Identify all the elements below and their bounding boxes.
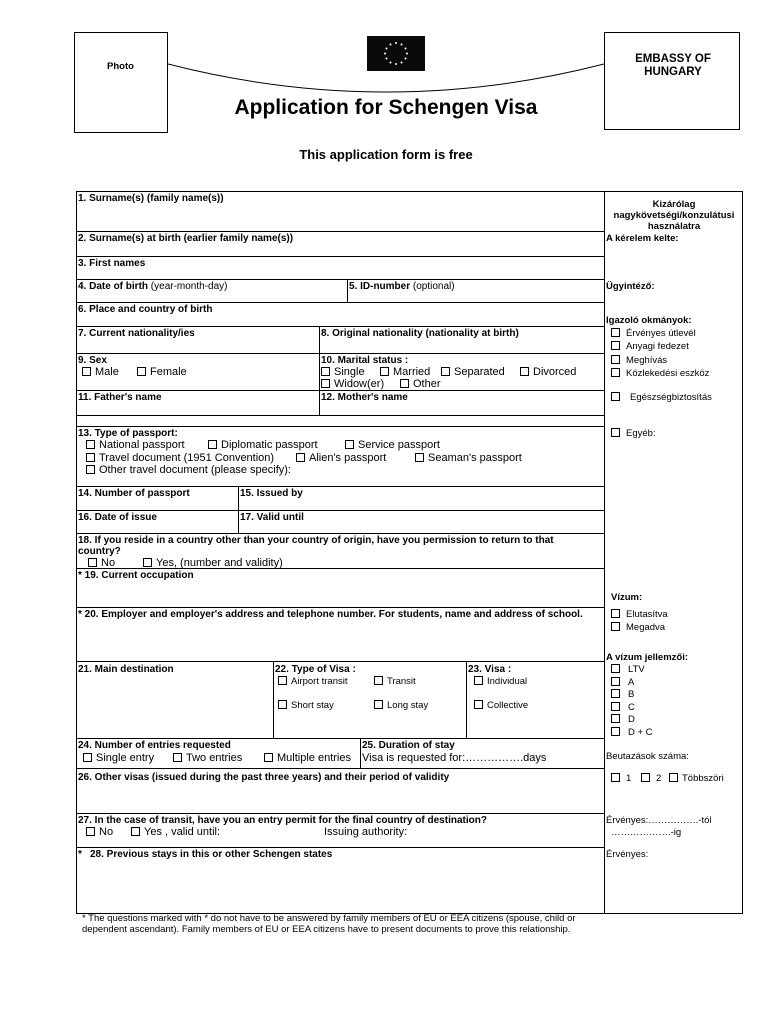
sidebar-feature-b[interactable]: B <box>611 689 634 700</box>
duration-text: Visa is requested for:…………….days <box>362 752 547 764</box>
field-8-label: 8. Original nationality (nationality at birth) <box>321 328 519 339</box>
field-22-label: 22. Type of Visa : <box>275 664 356 675</box>
entry-permit-no-option[interactable]: No <box>86 826 113 838</box>
sidebar-clerk-label: Ügyintéző: <box>606 281 655 292</box>
field-6-label: 6. Place and country of birth <box>78 304 213 315</box>
field-18-label-line2: country? <box>78 546 121 557</box>
checkbox[interactable] <box>264 753 273 762</box>
checkbox[interactable] <box>611 773 620 782</box>
row-divider <box>76 415 605 416</box>
sidebar-feature-ltv[interactable]: LTV <box>611 664 645 675</box>
passport-national-option[interactable]: National passport <box>86 439 185 451</box>
column-divider <box>238 486 239 533</box>
checkbox[interactable] <box>611 328 620 337</box>
sidebar-entries-label: Beutazások száma: <box>606 751 689 762</box>
checkbox[interactable] <box>380 367 389 376</box>
column-divider <box>347 279 348 302</box>
row-divider <box>76 847 605 848</box>
field-5-title: 5. ID-number <box>349 281 411 292</box>
field-24-label: 24. Number of entries requested <box>78 740 231 751</box>
row-divider <box>76 256 605 257</box>
marital-separated-option[interactable]: Separated <box>441 366 505 378</box>
permission-no-option[interactable]: No <box>88 557 115 569</box>
sidebar-feature-a[interactable]: A <box>611 677 634 688</box>
sidebar-divider <box>604 191 605 914</box>
checkbox[interactable] <box>641 773 650 782</box>
sidebar-feature-dc[interactable]: D + C <box>611 727 653 738</box>
sidebar-doc-transport[interactable]: Közlekedési eszköz <box>611 368 709 379</box>
visa-individual-option[interactable]: Individual <box>474 676 527 688</box>
checkbox[interactable] <box>400 379 409 388</box>
field-5-label <box>349 281 455 292</box>
sidebar-doc-insurance[interactable]: Egészségbiztosítás <box>611 392 712 403</box>
row-divider <box>76 813 605 814</box>
field-17-label: 17. Valid until <box>240 512 304 523</box>
passport-diplomatic-option[interactable]: Diplomatic passport <box>208 439 318 451</box>
field-27-label: 27. In the case of transit, have you an entry permit for the final country of destination? <box>78 815 487 826</box>
field-4-note: (year-month-day) <box>150 281 228 292</box>
passport-seaman-option[interactable]: Seaman's passport <box>415 452 522 464</box>
field-21-label: 21. Main destination <box>78 664 174 675</box>
checkbox[interactable] <box>669 773 678 782</box>
checkbox[interactable] <box>278 700 287 709</box>
field-9-label: 9. Sex <box>78 355 107 366</box>
row-divider <box>76 607 605 608</box>
visa-long-stay-option[interactable]: Long stay <box>374 700 428 712</box>
checkbox[interactable] <box>173 753 182 762</box>
checkbox[interactable] <box>611 341 620 350</box>
field-4-title: 4. Date of birth <box>78 281 149 292</box>
checkbox[interactable] <box>441 367 450 376</box>
checkbox[interactable] <box>321 379 330 388</box>
checkbox[interactable] <box>83 753 92 762</box>
photo-box <box>74 32 168 133</box>
sidebar-feature-d[interactable]: D <box>611 714 635 725</box>
page-title: Application for Schengen Visa <box>234 96 538 119</box>
field-28-label: 28. Previous stays in this or other Schengen states <box>90 849 333 860</box>
sidebar-entries-1[interactable]: 1 <box>611 773 631 784</box>
field-3-label: 3. First names <box>78 258 146 269</box>
checkbox[interactable] <box>611 664 620 673</box>
sidebar-doc-funds[interactable]: Anyagi fedezet <box>611 341 689 352</box>
sidebar-visa-refused[interactable]: Elutasítva <box>611 609 668 620</box>
sidebar-entries-2[interactable]: 2 <box>641 773 661 784</box>
checkbox[interactable] <box>611 392 620 401</box>
sidebar-valid-to: ……………….-ig <box>611 827 682 838</box>
checkbox[interactable] <box>611 727 620 736</box>
row-divider <box>76 738 605 739</box>
checkbox[interactable] <box>345 440 354 449</box>
field-15-label: 15. Issued by <box>240 488 303 499</box>
footnote-line-1: * The questions marked with * do not have to be answered by family members of EU or EEA citizens (spouse, child or <box>82 913 576 924</box>
checkbox[interactable] <box>611 689 620 698</box>
field-18-label-line1: 18. If you reside in a country other than your country of origin, have you permission to return to that <box>78 535 554 546</box>
row-divider <box>76 768 605 769</box>
entries-multiple-option[interactable]: Multiple entries <box>264 752 351 764</box>
sex-female-option[interactable]: Female <box>137 366 187 378</box>
field-7-label: 7. Current nationality/ies <box>78 328 195 339</box>
sidebar-visa-granted[interactable]: Megadva <box>611 622 665 633</box>
sidebar-features-label: A vízum jellemzői: <box>606 652 688 663</box>
checkbox[interactable] <box>611 714 620 723</box>
permission-yes-option[interactable]: Yes, (number and validity) <box>143 557 283 569</box>
checkbox[interactable] <box>374 676 383 685</box>
checkbox[interactable] <box>137 367 146 376</box>
column-divider <box>466 661 467 738</box>
row-divider <box>76 231 605 232</box>
visa-transit-option[interactable]: Transit <box>374 676 416 688</box>
row-divider <box>76 533 605 534</box>
checkbox[interactable] <box>86 827 95 836</box>
checkbox[interactable] <box>474 676 483 685</box>
entries-two-option[interactable]: Two entries <box>173 752 242 764</box>
sidebar-doc-other[interactable]: Egyéb: <box>611 428 656 439</box>
sidebar-valid-from: Érvényes:…………….-tól <box>606 815 712 826</box>
row-divider <box>76 302 605 303</box>
sidebar-valid-label: Érvényes: <box>606 849 649 860</box>
entries-single-option[interactable]: Single entry <box>83 752 154 764</box>
field-10-label: 10. Marital status : <box>321 355 409 366</box>
passport-service-option[interactable]: Service passport <box>345 439 440 451</box>
footnote <box>82 913 576 935</box>
field-12-label: 12. Mother's name <box>321 392 408 403</box>
checkbox[interactable] <box>131 827 140 836</box>
checkbox[interactable] <box>208 440 217 449</box>
marital-widow-option[interactable]: Widow(er) <box>321 378 384 390</box>
field-20-label: * 20. Employer and employer's address and telephone number. For students, name and address of school. <box>78 609 583 620</box>
form-table <box>76 191 743 914</box>
marital-other-option[interactable]: Other <box>400 378 441 390</box>
row-divider <box>76 661 605 662</box>
checkbox[interactable] <box>611 702 620 711</box>
checkbox[interactable] <box>143 558 152 567</box>
passport-alien-option[interactable]: Alien's passport <box>296 452 386 464</box>
visa-airport-transit-option[interactable]: Airport transit <box>278 676 348 688</box>
embassy-label: EMBASSY OF HUNGARY <box>635 53 711 78</box>
sidebar-visa-label: Vízum: <box>611 592 643 603</box>
field-14-label: 14. Number of passport <box>78 488 190 499</box>
visa-short-stay-option[interactable]: Short stay <box>278 700 334 712</box>
field-26-label: 26. Other visas (issued during the past three years) and their period of validity <box>78 772 450 783</box>
checkbox[interactable] <box>611 355 620 364</box>
embassy-box <box>604 32 740 130</box>
marital-single-option[interactable]: Single <box>321 366 365 378</box>
field-4-label <box>78 281 228 292</box>
field-23-label: 23. Visa : <box>468 664 512 675</box>
checkbox[interactable] <box>611 368 620 377</box>
field-5-note: (optional) <box>412 281 455 292</box>
field-28-star: * <box>78 849 82 860</box>
row-divider <box>76 426 605 427</box>
checkbox[interactable] <box>296 453 305 462</box>
checkbox[interactable] <box>88 558 97 567</box>
sidebar-date-label: A kérelem kelte: <box>606 233 679 244</box>
checkbox[interactable] <box>86 453 95 462</box>
passport-other-option[interactable]: Other travel document (please specify): <box>86 464 291 476</box>
marital-divorced-option[interactable]: Divorced <box>520 366 576 378</box>
sidebar-feature-c[interactable]: C <box>611 702 635 713</box>
row-divider <box>76 486 605 487</box>
issuing-authority-label: Issuing authority: <box>324 826 408 838</box>
checkbox[interactable] <box>611 609 620 618</box>
checkbox[interactable] <box>82 367 91 376</box>
row-divider <box>76 326 605 327</box>
field-1-label: 1. Surname(s) (family name(s)) <box>78 193 224 204</box>
column-divider <box>273 661 274 738</box>
photo-label: Photo <box>107 61 134 72</box>
row-divider <box>76 390 605 391</box>
field-13-label: 13. Type of passport: <box>78 428 178 439</box>
sidebar-entries-multiple[interactable]: Többszöri <box>669 773 724 784</box>
checkbox[interactable] <box>86 465 95 474</box>
checkbox[interactable] <box>374 700 383 709</box>
sex-male-option[interactable]: Male <box>82 366 119 378</box>
checkbox[interactable] <box>611 428 620 437</box>
row-divider <box>76 353 605 354</box>
sidebar-header: Kizárólag nagykövetségi/konzulátusi használatra <box>613 199 735 232</box>
field-25-label: 25. Duration of stay <box>362 740 455 751</box>
field-11-label: 11. Father's name <box>78 392 162 403</box>
row-divider <box>76 279 605 280</box>
checkbox[interactable] <box>415 453 424 462</box>
entry-permit-yes-option[interactable]: Yes , valid until: <box>131 826 220 838</box>
checkbox[interactable] <box>611 677 620 686</box>
field-16-label: 16. Date of issue <box>78 512 157 523</box>
page-subtitle: This application form is free <box>299 147 473 162</box>
checkbox[interactable] <box>474 700 483 709</box>
column-divider <box>319 326 320 415</box>
field-2-label: 2. Surname(s) at birth (earlier family name(s)) <box>78 233 294 244</box>
row-divider <box>76 510 605 511</box>
passport-travel-doc-option[interactable]: Travel document (1951 Convention) <box>86 452 274 464</box>
sidebar-doc-passport[interactable]: Érvényes útlevél <box>611 328 696 339</box>
sidebar-doc-invitation[interactable]: Meghívás <box>611 355 667 366</box>
marital-married-option[interactable]: Married <box>380 366 430 378</box>
checkbox[interactable] <box>611 622 620 631</box>
field-19-label: * 19. Current occupation <box>78 570 194 581</box>
checkbox[interactable] <box>86 440 95 449</box>
footnote-line-2: dependent ascendant). Family members of EU or EEA citizens have to present documents to prove this relationship. <box>82 924 571 935</box>
eu-flag-icon <box>367 36 425 71</box>
checkbox[interactable] <box>321 367 330 376</box>
visa-collective-option[interactable]: Collective <box>474 700 528 712</box>
column-divider <box>360 738 361 768</box>
checkbox[interactable] <box>520 367 529 376</box>
checkbox[interactable] <box>278 676 287 685</box>
sidebar-docs-label: Igazoló okmányok: <box>606 315 692 326</box>
